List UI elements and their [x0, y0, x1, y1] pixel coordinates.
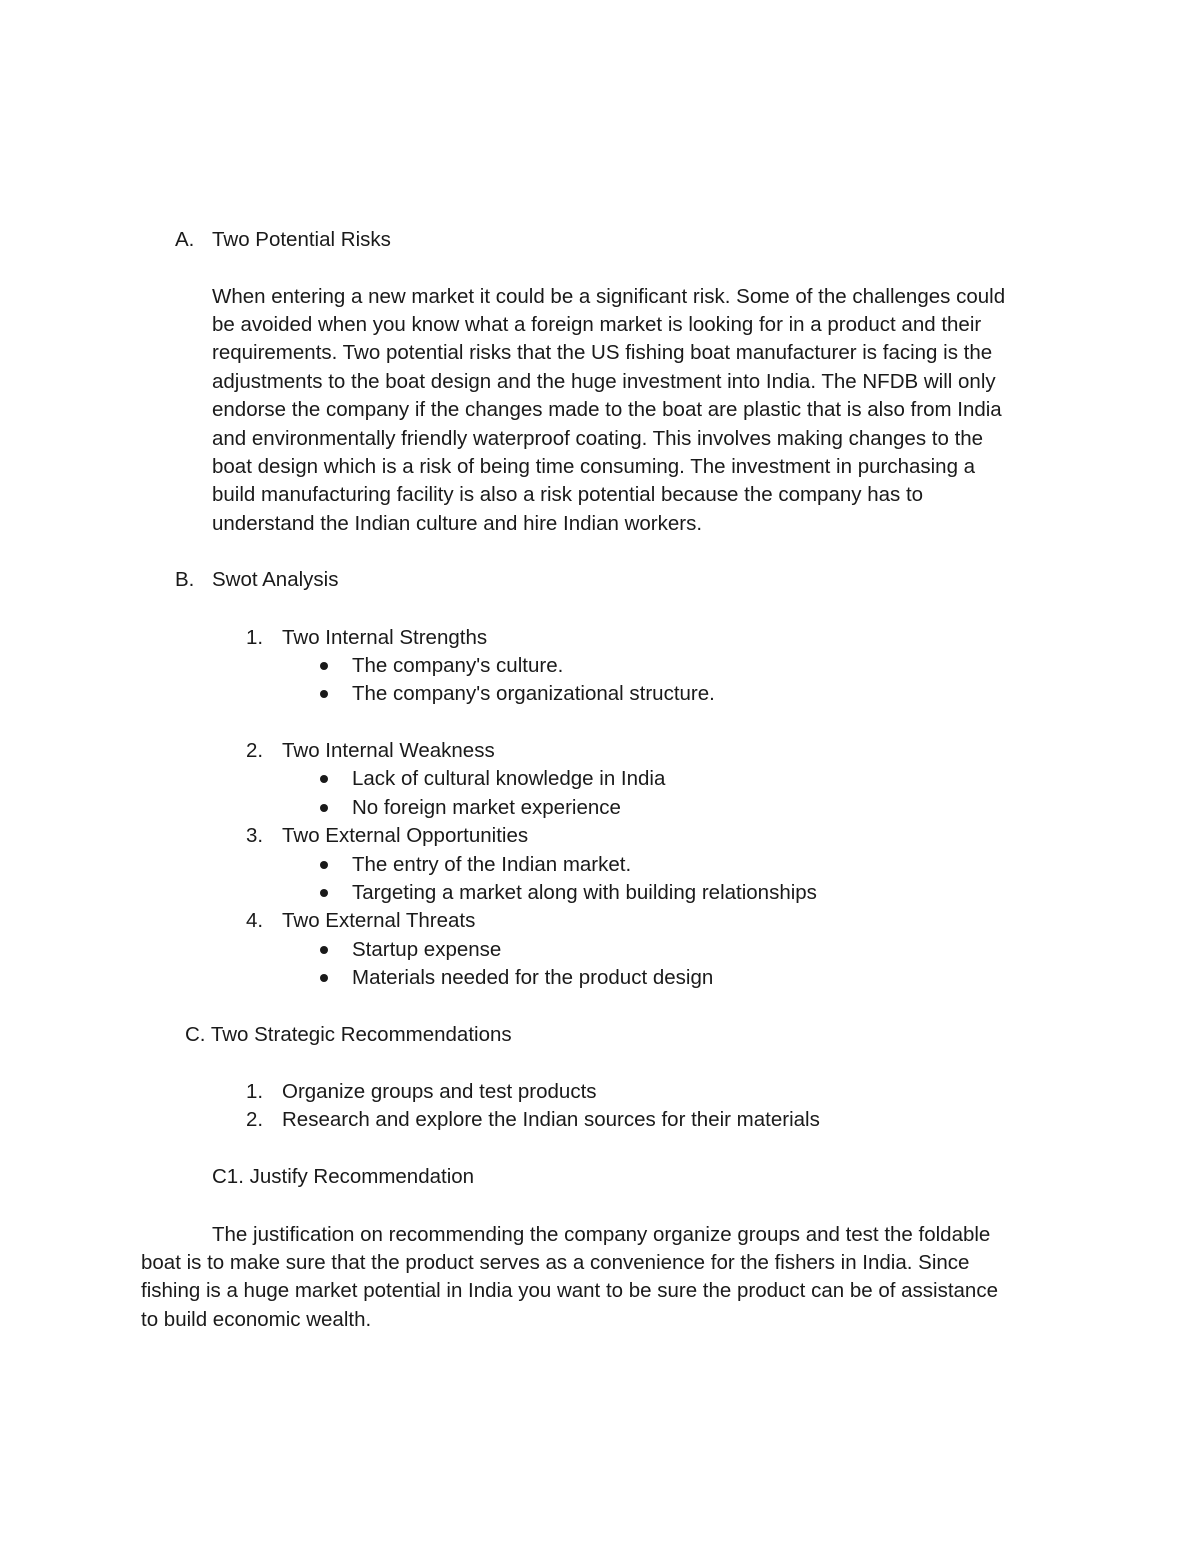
- section-c1-paragraph-line: The justification on recommending the company organize groups and test the foldable: [212, 1223, 991, 1246]
- section-a-paragraph-line: When entering a new market it could be a significant risk. Some of the challenges could: [212, 285, 1006, 308]
- swot-bullet: Startup expense: [352, 938, 502, 961]
- swot-item-title: Two Internal Weakness: [282, 739, 495, 762]
- swot-item-title: Two Internal Strengths: [282, 626, 488, 649]
- swot-bullet: Targeting a market along with building relationships: [352, 881, 817, 904]
- section-b-marker: B.: [175, 568, 195, 591]
- section-a-paragraph-line: build manufacturing facility is also a risk potential because the company has to: [212, 483, 924, 506]
- recommendation-text: Research and explore the Indian sources for their materials: [282, 1108, 820, 1131]
- swot-item-title: Two External Threats: [282, 909, 476, 932]
- section-a-paragraph-line: adjustments to the boat design and the huge investment into India. The NFDB will only: [212, 370, 996, 393]
- section-c1-paragraph-line: boat is to make sure that the product serves as a convenience for the fishers in India. Since: [141, 1251, 970, 1274]
- section-a-paragraph-line: boat design which is a risk of being time consuming. The investment in purchasing a: [212, 455, 976, 478]
- swot-bullet: The company's culture.: [352, 654, 564, 677]
- section-a-paragraph-line: be avoided when you know what a foreign market is looking for in a product and their: [212, 313, 982, 336]
- swot-item-number: 1.: [246, 626, 264, 649]
- swot-item-title: Two External Opportunities: [282, 824, 529, 847]
- swot-item-number: 4.: [246, 909, 264, 932]
- recommendation-number: 2.: [246, 1108, 264, 1131]
- section-c1-paragraph-line: to build economic wealth.: [141, 1308, 372, 1331]
- section-a-heading: Two Potential Risks: [212, 228, 391, 251]
- section-c-heading: C. Two Strategic Recommendations: [185, 1023, 512, 1046]
- section-c1-heading: C1. Justify Recommendation: [212, 1165, 475, 1188]
- bullet-icon: [320, 690, 328, 698]
- swot-bullet: The company's organizational structure.: [352, 682, 715, 705]
- bullet-icon: [320, 804, 328, 812]
- section-b-heading: Swot Analysis: [212, 568, 339, 591]
- swot-item-number: 3.: [246, 824, 264, 847]
- bullet-icon: [320, 662, 328, 670]
- section-a-paragraph-line: understand the Indian culture and hire Indian workers.: [212, 512, 703, 535]
- section-c1-paragraph-line: fishing is a huge market potential in India you want to be sure the product can be of assistance: [141, 1279, 998, 1302]
- recommendation-text: Organize groups and test products: [282, 1080, 597, 1103]
- bullet-icon: [320, 861, 328, 869]
- swot-bullet: Lack of cultural knowledge in India: [352, 767, 666, 790]
- recommendation-number: 1.: [246, 1080, 264, 1103]
- bullet-icon: [320, 974, 328, 982]
- section-a-paragraph-line: requirements. Two potential risks that the US fishing boat manufacturer is facing is the: [212, 341, 993, 364]
- swot-bullet: The entry of the Indian market.: [352, 853, 632, 876]
- swot-bullet: Materials needed for the product design: [352, 966, 714, 989]
- section-a-marker: A.: [175, 228, 195, 251]
- bullet-icon: [320, 889, 328, 897]
- swot-item-number: 2.: [246, 739, 264, 762]
- section-a-paragraph-line: endorse the company if the changes made to the boat are plastic that is also from India: [212, 398, 1002, 421]
- bullet-icon: [320, 775, 328, 783]
- swot-bullet: No foreign market experience: [352, 796, 621, 819]
- section-a-paragraph-line: and environmentally friendly waterproof coating. This involves making changes to the: [212, 427, 984, 450]
- bullet-icon: [320, 946, 328, 954]
